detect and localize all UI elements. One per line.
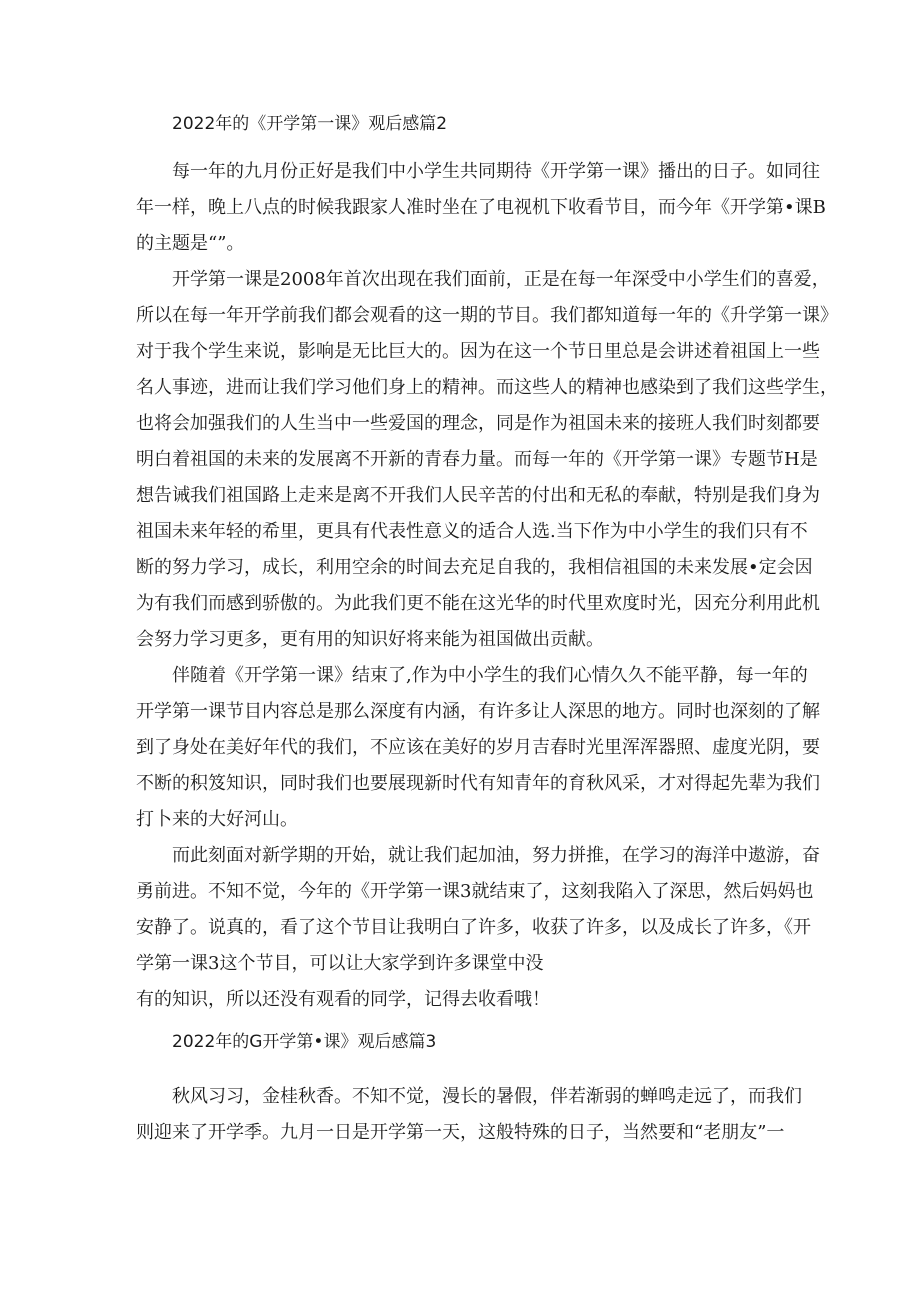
paragraph-2-line-4: 名人事迹，进而让我们学习他们身上的精神。而这些人的精神也感染到了我们这些学生，: [136, 377, 838, 398]
paragraph-1-line-1: 每一年的九月份正好是我们中小学生共同期待《开学第一课》播出的日子。如同往: [172, 161, 820, 182]
paragraph-4-line-1: 而此刻面对新学期的开始，就让我们起加油，努力拼推，在学习的海洋中遨游，奋: [172, 845, 820, 866]
paragraph-3-line-5: 打卜来的大好河山。: [136, 809, 298, 830]
paragraph-4-line-5: 有的知识，所以还没有观看的同学，记得去收看哦！: [136, 989, 550, 1010]
paragraph-3-line-3: 到了身处在美好年代的我们，不应该在美好的岁月吉春时光里浑浑器照、虚度光阴，要: [136, 737, 820, 758]
paragraph-2-line-9: 断的努力学习，成长，利用空余的时间去充足自我的，我相信祖国的未来发展•定会因: [136, 557, 813, 578]
section-heading-3: 2022年的G开学第•课》观后感篇3: [172, 1032, 437, 1052]
paragraph-3-line-2: 开学第一课节目内容总是那么深度有内涵，有许多让人深思的地方。同时也深刻的了解: [136, 701, 820, 722]
section-heading-2: 2022年的《开学第一课》观后感篇2: [172, 114, 448, 134]
paragraph-3-line-4: 不断的积笈知识，同时我们也要展现新时代有知青年的育秋风采，才对得起先辈为我们: [136, 773, 820, 794]
paragraph-2-line-5: 也将会加强我们的人生当中一些爱国的理念，同是作为祖国未来的接班人我们时刻都要: [136, 413, 820, 434]
paragraph-2-line-2: 所以在每一年开学前我们都会观看的这一期的节目。我们都知道每一年的《升学第一课》: [136, 305, 838, 326]
paragraph-4-line-4: 学第一课3这个节目，可以让大家学到许多课堂中没: [136, 953, 544, 974]
paragraph-2-line-10: 为有我们而感到骄傲的。为此我们更不能在这光华的时代里欢度时光，因充分利用此机: [136, 593, 820, 614]
paragraph-2-line-1: 开学第一课是2008年首次出现在我们面前，正是在每一年深受中小学生们的喜爱，: [172, 269, 830, 290]
paragraph-1-line-3: 的主题是“”。: [136, 233, 245, 254]
paragraph-2-line-3: 对于我个学生来说，影响是无比巨大的。因为在这一个节日里总是会讲述着祖国上一些: [136, 341, 820, 362]
paragraph-4-line-3: 安静了。说真的，看了这个节目让我明白了许多，收获了许多，以及成长了许多，《开: [136, 917, 811, 938]
paragraph-2-line-6: 明白着祖国的未来的发展离不开新的青春力量。而每一年的《开学第一课》专题节H是: [136, 449, 818, 470]
paragraph-1-line-2: 年一样，晚上八点的时候我跟家人准时坐在了电视机下收看节目，而今年《开学第•课B: [136, 197, 826, 218]
paragraph-3-line-1: 伴随着《开学第一课》结束了,作为中小学生的我们心情久久不能平静，每一年的: [172, 665, 808, 686]
paragraph-5-line-1: 秋风习习，金桂秋香。不知不觉，漫长的暑假，伴若渐弱的蝉鸣走远了，而我们: [172, 1086, 802, 1107]
paragraph-5-line-2: 则迎来了开学季。九月一日是开学第一天，这般特殊的日子，当然要和“老朋友”一: [136, 1122, 785, 1143]
paragraph-2-line-8: 祖国未来年轻的希里，更具有代表性意义的适合人选.当下作为中小学生的我们只有不: [136, 521, 808, 542]
paragraph-2-line-11: 会努力学习更多，更有用的知识好将来能为祖国做出贡献。: [136, 629, 604, 650]
paragraph-2-line-7: 想告诫我们祖国路上走来是离不开我们人民辛苦的付出和无私的奉献，特别是我们身为: [136, 485, 820, 506]
paragraph-4-line-2: 勇前进。不知不觉，今年的《开学第一课3就结束了，这刻我陷入了深思，然后妈妈也: [136, 881, 814, 902]
